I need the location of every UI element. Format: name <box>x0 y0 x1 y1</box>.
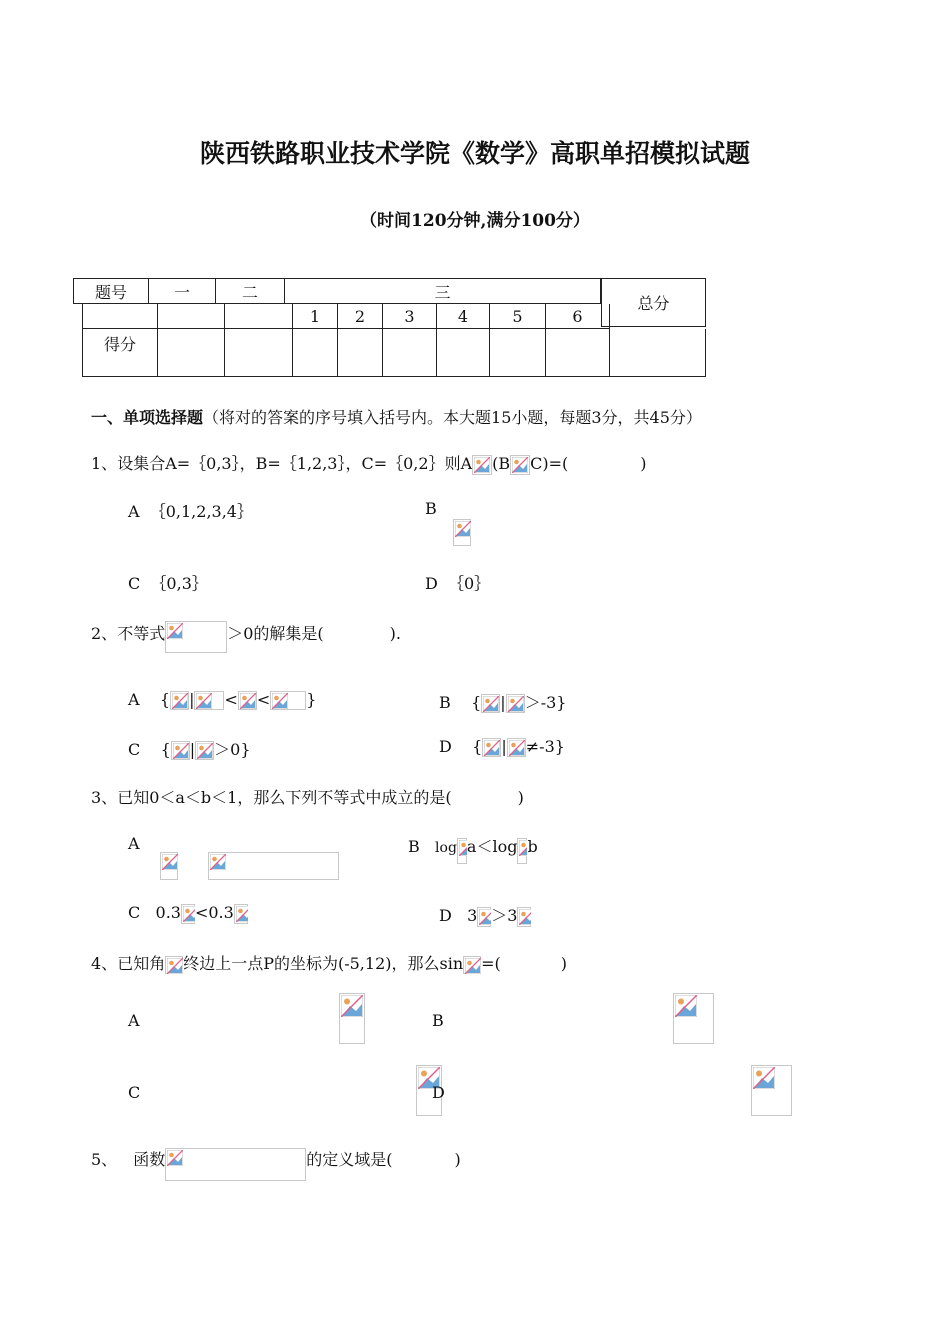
q4-option-d: D <box>432 1083 445 1102</box>
score-cell-total <box>610 329 706 377</box>
q2-option-c: C { | ＞0} <box>128 740 251 759</box>
section-heading <box>91 405 702 428</box>
subheader-blank-3 <box>225 304 293 329</box>
score-cell-3-4 <box>437 329 490 377</box>
formula-image-icon <box>510 455 530 475</box>
q3-option-a-letter: A <box>128 834 140 853</box>
score-cell-1 <box>158 329 225 377</box>
base-image-icon <box>457 838 467 864</box>
question-text: 设集合A=｛0,3｝，B=｛1,2,3｝，C=｛0,2｝则A <box>117 454 473 473</box>
expression-image-icon <box>270 691 306 710</box>
section-note: （将对的答案的序号填入括号内。本大题15小题，每题3分，共45分） <box>203 408 702 427</box>
score-cell-3-6 <box>546 329 610 377</box>
q4-option-c: C <box>128 1083 141 1102</box>
score-cell-3-2 <box>338 329 383 377</box>
score-cell-3-5 <box>490 329 546 377</box>
q2-option-b: B { | ＞-3} <box>439 693 567 712</box>
subheader-blank-1 <box>82 304 158 329</box>
q3-option-a-formula-image <box>208 852 339 880</box>
fraction-image-icon <box>339 993 365 1044</box>
base-image-icon <box>517 838 527 864</box>
header-part-2: 二 <box>216 278 285 304</box>
score-cell-2 <box>225 329 293 377</box>
q4-option-b: B <box>432 1011 444 1030</box>
fraction-image-icon <box>673 993 714 1044</box>
variable-image-icon <box>481 694 500 713</box>
question-3: 3、已知0＜a＜b＜1，那么下列不等式中成立的是( ) <box>91 788 524 807</box>
q4-option-a: A <box>128 1011 140 1030</box>
question-4: 4、已知角 终边上一点P的坐标为(-5,12)，那么sin =( ) <box>91 954 568 973</box>
subheader-col-6: 6 <box>546 304 610 329</box>
fraction-image-icon <box>751 1065 792 1116</box>
variable-image-icon <box>506 694 525 713</box>
exponent-image-icon <box>181 904 195 924</box>
variable-image-icon <box>482 738 501 757</box>
variable-image-icon <box>238 691 257 710</box>
question-number: 4、 <box>91 954 118 973</box>
q1-option-b: B <box>425 499 437 518</box>
q1-option-c: C ｛0,3｝ <box>128 574 208 593</box>
q3-option-b: B log a＜log b <box>408 834 538 864</box>
exam-subtitle: （时间120分钟,满分100分） <box>360 211 590 231</box>
formula-image-icon <box>472 455 492 475</box>
question-5: 5、 函数 的定义域是( ) <box>91 1147 461 1181</box>
score-label: 得分 <box>82 329 158 377</box>
formula-image-icon <box>160 852 178 880</box>
exponent-image-icon <box>517 907 531 927</box>
question-number: 5、 <box>91 1150 118 1169</box>
section-title: 一、单项选择题 <box>91 408 204 427</box>
function-image-icon <box>165 1148 306 1181</box>
q3-option-d: D 3 ＞3 <box>439 903 531 927</box>
score-cell-3-1 <box>293 329 338 377</box>
question-number: 1、 <box>91 454 118 473</box>
subheader-blank-2 <box>158 304 225 329</box>
empty-set-image-icon <box>453 519 471 546</box>
subheader-col-2: 2 <box>338 304 383 329</box>
question-1: 1、设集合A=｛0,3｝，B=｛1,2,3｝，C=｛0,2｝则A (B C)=( ) <box>91 454 647 473</box>
exponent-image-icon <box>477 907 491 927</box>
question-number: 3、 <box>91 788 118 807</box>
subheader-col-4: 4 <box>437 304 490 329</box>
q2-option-a: A { | < < } <box>128 690 317 709</box>
q3-option-c: C 0.3 <0.3 <box>128 903 248 924</box>
subheader-col-3: 3 <box>383 304 437 329</box>
inequality-image-icon <box>165 621 227 653</box>
question-number: 2、 <box>91 624 118 643</box>
q2-option-d: D { | ≠-3} <box>439 737 565 756</box>
angle-image-icon <box>165 956 183 974</box>
q1-option-a: A ｛0,1,2,3,4｝ <box>128 502 253 521</box>
exam-title: 陕西铁路职业技术学院《数学》高职单招模拟试题 <box>199 139 750 168</box>
header-question-no: 题号 <box>73 278 149 304</box>
subheader-col-5: 5 <box>490 304 546 329</box>
variable-image-icon <box>507 738 526 757</box>
variable-image-icon <box>171 741 190 760</box>
angle-image-icon <box>463 956 481 974</box>
variable-image-icon <box>170 691 189 710</box>
header-part-1: 一 <box>149 278 216 304</box>
score-cell-3-3 <box>383 329 437 377</box>
q1-option-d: D ｛0｝ <box>425 574 491 593</box>
expression-image-icon <box>194 691 224 710</box>
header-total: 总分 <box>601 278 706 327</box>
subheader-col-1: 1 <box>293 304 338 329</box>
exponent-image-icon <box>234 904 248 924</box>
variable-image-icon <box>195 741 214 760</box>
header-part-3: 三 <box>285 278 601 304</box>
question-2: 2、不等式 ＞0的解集是( ). <box>91 621 401 653</box>
